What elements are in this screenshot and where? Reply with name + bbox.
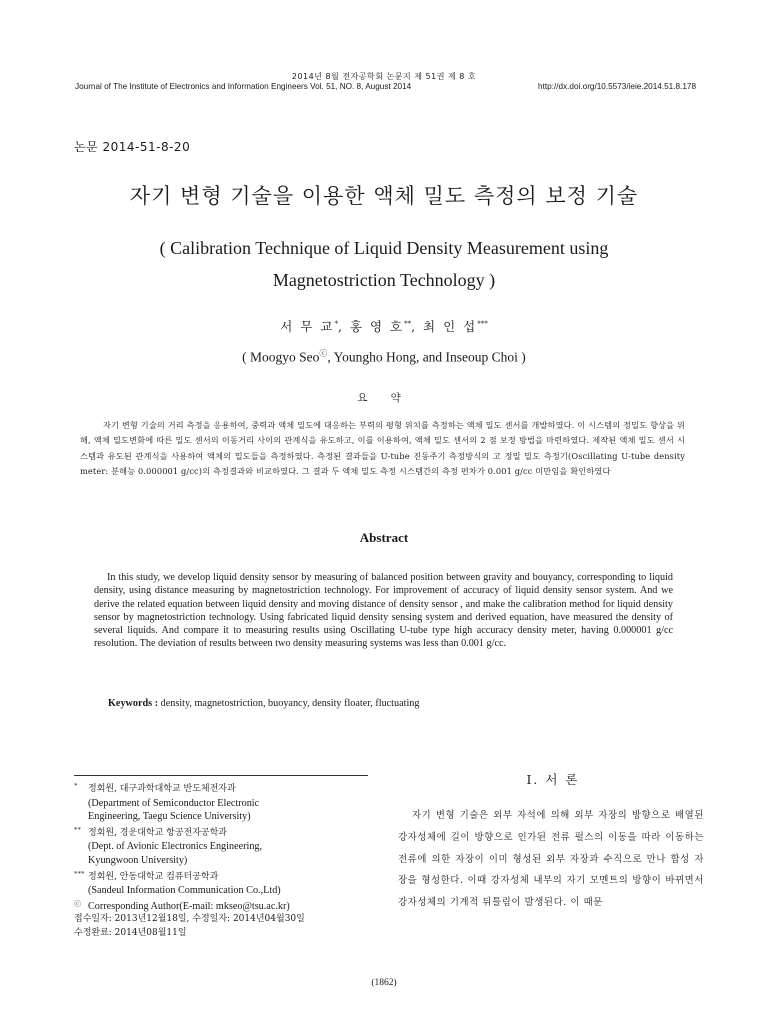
journal-header-english [75,82,696,91]
title-korean: 자기 변형 기술을 이용한 액체 밀도 측정의 보정 기술 [129,184,639,208]
journal-header-korean: 2014년 8월 전자공학회 논문지 제 51권 제 8 호 [291,72,477,81]
keywords-label: Keywords : [108,698,159,709]
authors-english-first: ( Moogyo Seo [242,349,320,365]
footnote-2-english-a: (Dept. of Avionic Electronics Engineering, [88,841,263,853]
section-1-heading: I. 서 론 [526,772,580,787]
footnote-1-affiliation: 정회원, 대구과학대학교 반도체전자과 [88,784,236,794]
corresponding-author: Corresponding Author(E-mail: mkseo@tsu.ac.kr) [88,900,290,912]
author-3-mark: *** [477,319,488,328]
footnote-3-affiliation: 정회원, 안동대학교 컴퓨터공학과 [88,871,219,882]
paper-number: 논문 2014-51-8-20 [74,140,191,154]
authors-english-rest: , Youngho Hong, and Inseoup Choi ) [327,349,526,365]
author-3: 최 인 섭 [423,319,478,334]
abstract-korean-text: 자기 변형 기술의 거리 측정을 응용하여, 중력과 액체 밀도에 대응하는 부력의 평형 위치를 측정하는 액체 밀도 센서를 개발하였다. 이 시스템의 정밀도 향상을 위해, 액체 밀도변화에 따른 밀도 센서의 이동거리 사이의 관계식을 유도하고, 이를 이용하여, 액체 밀도 센서의 2 점 보정 방법을 마련하였다. 제작된 액체 밀도 센서 시스템과 유도된 관계식을 사용하여 액체의 밀도들을 측정하였다. 측정된 결과들을 U-tube 진동주기 측정방식의 고 정밀 밀도 측정기(Oscillating U-tube density meter: 분해능 0.000001 g/cc)의 측정결과와 비교하였다. 그 결과 두 액체 밀도 측정 시스템간의 측정 편차가 0.001 g/cc 미만임을 확인하였다 [80,420,685,477]
author-1-mark: * [334,319,338,328]
accepted-date: 수정완료: 2014년08월11일 [74,927,187,938]
author-1: 서 무 교 [280,319,335,334]
footnote-1-english-a: (Department of Semiconductor Electronic [88,797,260,809]
footnote-1-mark: * [74,782,78,790]
footnote-2-english-b: Kyungwoon University) [88,854,188,866]
authors-english [0,348,768,366]
corresponding-author-mark: ⓒ [319,349,328,358]
section-1-text: 자기 변형 기술은 외부 자석에 의해 외부 자장의 방향으로 배열된 강자성체에 길이 방향으로 인가된 전류 펄스의 이동을 따라 이동하는 전류에 의한 자장이 이미 형성된 외부 자장과 수직으로 만나 합성 자장을 형성한다. 이때 강자성체 내부의 자기 모멘트의 방향이 바뀌면서 강자성체의 기계적 뒤틀림이 발생된다. 이 때문 [398,810,704,909]
author-separator: , [337,319,350,334]
footnote-divider [74,775,368,776]
title-english-line-2: Magnetostriction Technology ) [272,270,496,290]
footnote-3-english: (Sandeul Information Communication Co.,Ltd) [88,885,281,897]
footnote-2-affiliation: 정회원, 경운대학교 항공전자공학과 [88,827,227,838]
keywords [108,698,419,709]
corresponding-mark: ⓒ [74,899,81,908]
keywords-list: density, magnetostriction, buoyancy, density floater, fluctuating [158,698,420,709]
footnote-3-mark: *** [74,869,85,878]
title-english-line-1: ( Calibration Technique of Liquid Density Measurement using [159,238,609,258]
author-2-mark: ** [404,319,412,328]
title-english [0,232,768,296]
received-dates: 접수일자: 2013년12월18일, 수정일자: 2014년04월30일 [74,914,305,925]
authors-korean [0,317,768,335]
doi-link[interactable]: http://dx.doi.org/10.5573/ieie.2014.51.8.178 [538,82,696,91]
footnotes [74,780,374,941]
footnote-1-english-b: Engineering, Taegu Science University) [88,811,251,823]
author-separator: , [411,319,424,334]
abstract-english-heading: Abstract [359,530,409,545]
abstract-korean-heading: 요 약 [357,392,411,404]
author-2: 홍 영 호 [349,319,405,334]
footnote-2-mark: ** [74,825,81,834]
abstract-english-text: In this study, we develop liquid density sensor by measuring of balanced position between gravity and bouyancy, corresponding to liquid density, using distance measuring by magnetostriction technology. For improvement of accuracy of liquid density sensor system. And we derive the related equation between liquid density and moving distance of density sensor , and make the calibration method for liquid density sensor by magnetostriction technology. Using fabricated liquid density sensing system and derived equation, have measured the density of several liquids. And compare it to measuring results using Oscillating U-tube type high accuracy density meter, having 0.000001 g/cc resolution. The deviation of results between two density measuring systems was less than 0.001 g/cc. [94,572,673,650]
page-number: (1862) [371,978,397,988]
journal-citation: Journal of The Institute of Electronics and Information Engineers Vol. 51, NO. 8, August 2014 [75,82,412,91]
